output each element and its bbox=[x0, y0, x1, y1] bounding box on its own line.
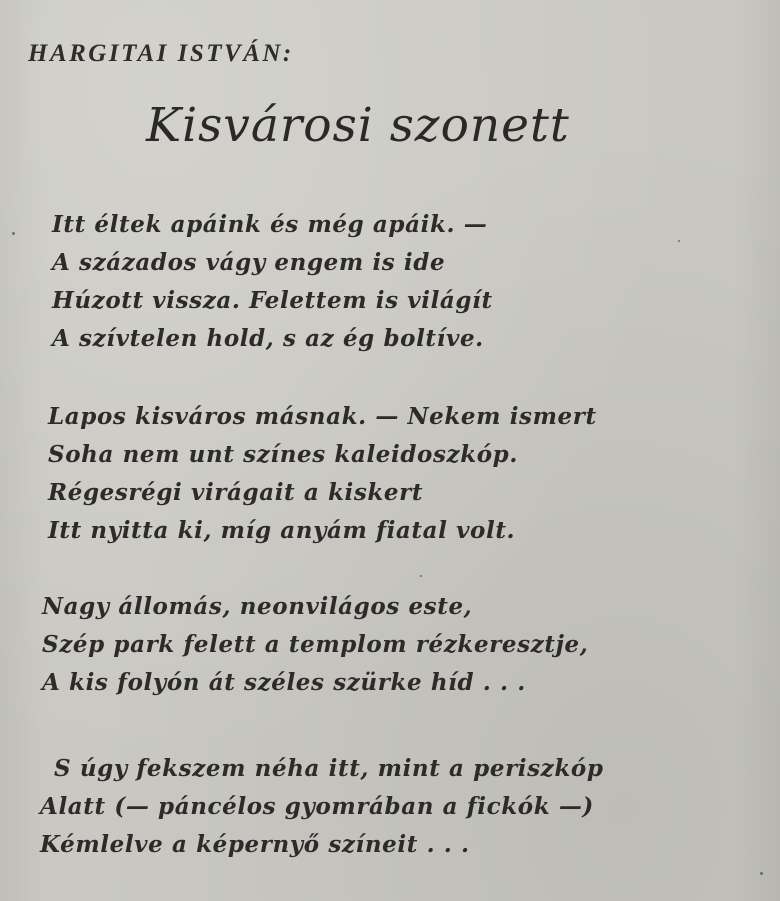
poem-line: Régesrégi virágait a kiskert bbox=[48, 479, 424, 506]
stanza-1 bbox=[52, 206, 493, 358]
poem-line: Alatt (— páncélos gyomrában a fickók —) bbox=[40, 793, 594, 820]
poem-line: Itt éltek apáink és még apáik. — bbox=[52, 211, 488, 238]
poem-line: Kémlelve a képernyő színeit . . . bbox=[40, 831, 470, 858]
paper-speck bbox=[760, 872, 763, 875]
stanza-3 bbox=[42, 588, 588, 702]
paper-speck bbox=[12, 232, 15, 235]
poem-line: A százados vágy engem is ide bbox=[52, 249, 446, 276]
poem-line: Szép park felett a templom rézkeresztje, bbox=[42, 631, 589, 658]
paper-speck bbox=[678, 240, 680, 242]
poem-line: S úgy fekszem néha itt, mint a periszkóp bbox=[54, 755, 604, 782]
poem-line: Húzott vissza. Felettem is világít bbox=[52, 287, 493, 314]
poem-line: Soha nem unt színes kaleidoszkóp. bbox=[48, 441, 518, 468]
poem-line: A szívtelen hold, s az ég boltíve. bbox=[52, 325, 484, 352]
poem-title: Kisvárosi szonett bbox=[146, 98, 570, 153]
poem-line: Itt nyitta ki, míg anyám fiatal volt. bbox=[48, 517, 516, 544]
poem-line: Lapos kisváros másnak. — Nekem ismert bbox=[48, 403, 597, 430]
stanza-2 bbox=[48, 398, 597, 550]
paper-speck bbox=[420, 575, 422, 577]
poem-line: A kis folyón át széles szürke híd . . . bbox=[42, 669, 526, 696]
author-name: HARGITAI ISTVÁN: bbox=[28, 40, 294, 67]
poem-line: Nagy állomás, neonvilágos este, bbox=[42, 593, 473, 620]
stanza-4 bbox=[40, 750, 604, 864]
